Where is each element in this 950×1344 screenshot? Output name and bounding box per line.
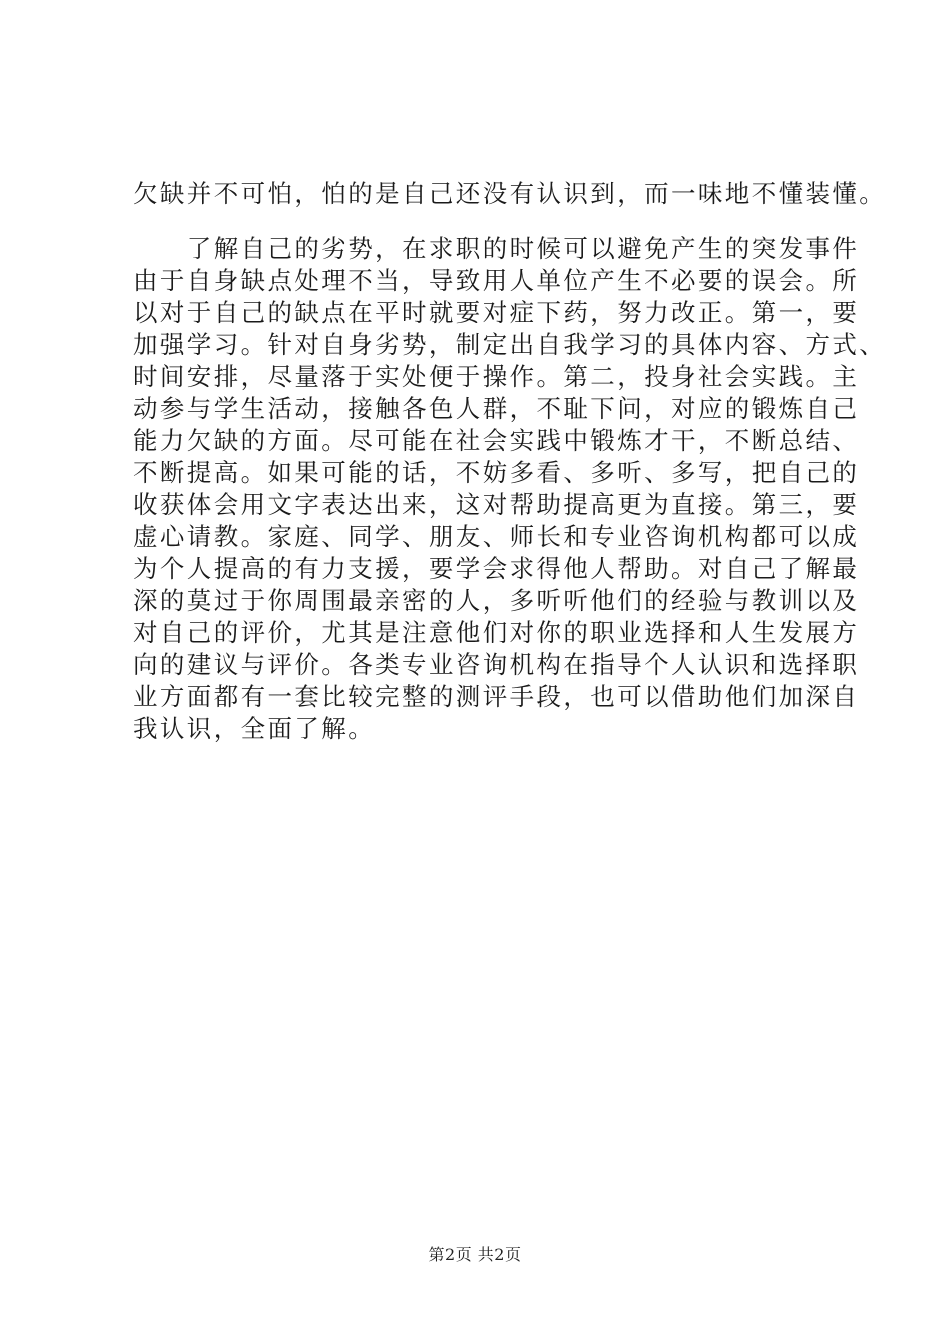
text-line: 业方面都有一套比较完整的测评手段，也可以借助他们加深自 — [133, 682, 860, 711]
text-line: 虚心请教。家庭、同学、朋友、师长和专业咨询机构都可以成 — [133, 522, 860, 551]
page-number: 第2页 共2页 — [428, 1245, 522, 1264]
text-line: 时间安排，尽量落于实处便于操作。第二，投身社会实践。主 — [133, 362, 860, 391]
text-line: 动参与学生活动，接触各色人群，不耻下问，对应的锻炼自己 — [133, 394, 860, 423]
text-line: 以对于自己的缺点在平时就要对症下药，努力改正。第一，要 — [133, 298, 860, 327]
page-footer — [0, 1242, 950, 1265]
text-line: 向的建议与评价。各类专业咨询机构在指导个人认识和选择职 — [133, 650, 860, 679]
text-line: 了解自己的劣势，在求职的时候可以避免产生的突发事件 — [133, 234, 860, 263]
text-line: 对自己的评价，尤其是注意他们对你的职业选择和人生发展方 — [133, 618, 860, 647]
text-line: 深的莫过于你周围最亲密的人，多听听他们的经验与教训以及 — [133, 586, 860, 615]
text-line: 由于自身缺点处理不当，导致用人单位产生不必要的误会。所 — [133, 266, 860, 295]
text-line: 我认识，全面了解。 — [133, 714, 376, 743]
text-line: 为个人提高的有力支援，要学会求得他人帮助。对自己了解最 — [133, 554, 860, 583]
text-line: 欠缺并不可怕，怕的是自己还没有认识到，而一味地不懂装懂。 — [133, 179, 887, 208]
text-line: 加强学习。针对自身劣势，制定出自我学习的具体内容、方式、 — [133, 330, 887, 359]
text-line: 不断提高。如果可能的话，不妨多看、多听、多写，把自己的 — [133, 458, 860, 487]
text-line: 收获体会用文字表达出来，这对帮助提高更为直接。第三，要 — [133, 490, 860, 519]
text-line: 能力欠缺的方面。尽可能在社会实践中锻炼才干，不断总结、 — [133, 426, 860, 455]
